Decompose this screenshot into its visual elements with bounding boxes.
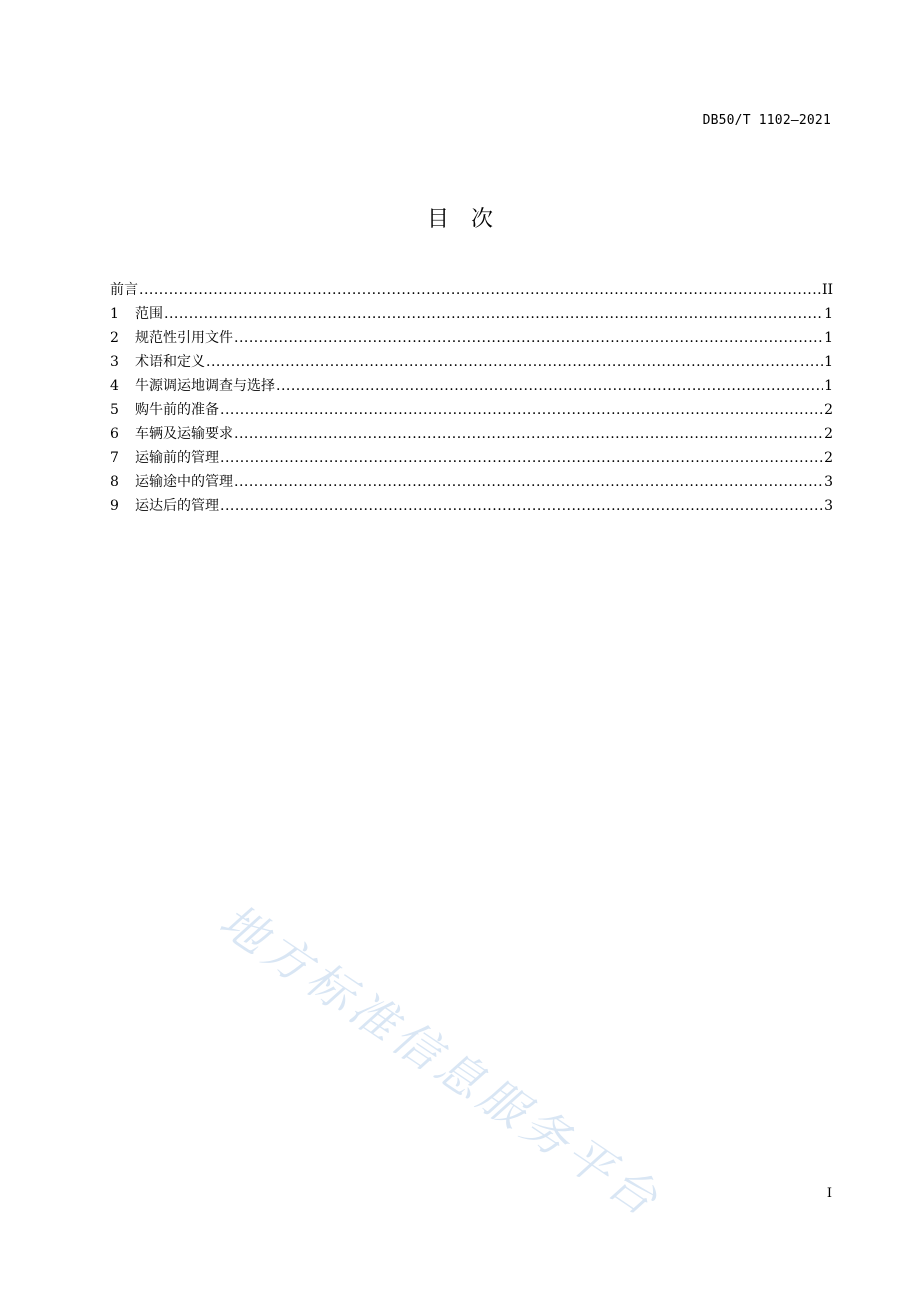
toc-entry-label: 前言: [110, 282, 138, 298]
toc-entry-page: 3: [824, 498, 833, 514]
toc-entry-page: 2: [824, 450, 833, 466]
toc-entry-label: 范围: [135, 306, 163, 322]
toc-entry-page: 1: [824, 330, 833, 346]
toc-entry-1[interactable]: [110, 302, 833, 326]
toc-entry-page: 1: [824, 354, 833, 370]
toc-entry-3[interactable]: [110, 350, 833, 374]
toc-entry-label: 运达后的管理: [135, 498, 219, 514]
table-of-contents: [110, 278, 833, 518]
toc-entry-label: 术语和定义: [135, 354, 205, 370]
toc-entry-label: 车辆及运输要求: [135, 426, 233, 442]
document-code: DB50/T 1102—2021: [702, 113, 831, 128]
toc-entry-page: 1: [824, 306, 833, 322]
toc-entry-label: 运输途中的管理: [135, 474, 233, 490]
toc-title: 目次: [426, 207, 515, 232]
toc-entry-page: 3: [824, 474, 833, 490]
toc-entry-9[interactable]: [110, 494, 833, 518]
toc-entry-5[interactable]: [110, 398, 833, 422]
toc-entry-2[interactable]: [110, 326, 833, 350]
toc-entry-4[interactable]: [110, 374, 833, 398]
toc-entry-8[interactable]: [110, 470, 833, 494]
toc-entry-number: 4: [110, 378, 119, 394]
toc-entry-label: 规范性引用文件: [135, 330, 233, 346]
toc-entry-number: 8: [110, 474, 119, 490]
toc-entry-foreword[interactable]: [110, 278, 833, 302]
toc-leader-dots: [220, 398, 823, 422]
toc-entry-page: 2: [824, 402, 833, 418]
toc-entry-label: 牛源调运地调查与选择: [135, 378, 275, 394]
toc-entry-number: 7: [110, 450, 119, 466]
toc-entry-page: II: [821, 282, 833, 298]
toc-leader-dots: [276, 374, 823, 398]
toc-entry-label: 运输前的管理: [135, 450, 219, 466]
toc-entry-number: 5: [110, 402, 119, 418]
toc-leader-dots: [234, 422, 823, 446]
toc-leader-dots: [206, 350, 823, 374]
watermark: 地方标准信息服务平台: [210, 893, 672, 1229]
toc-entry-number: 2: [110, 330, 119, 346]
toc-entry-number: 6: [110, 426, 119, 442]
toc-entry-number: 1: [110, 306, 119, 322]
toc-leader-dots: [164, 302, 823, 326]
toc-entry-label: 购牛前的准备: [135, 402, 219, 418]
page-number: I: [826, 1186, 832, 1201]
toc-entry-page: 2: [824, 426, 833, 442]
toc-entry-number: 3: [110, 354, 119, 370]
toc-entry-7[interactable]: [110, 446, 833, 470]
toc-leader-dots: [234, 326, 823, 350]
toc-leader-dots: [220, 446, 823, 470]
toc-leader-dots: [234, 470, 823, 494]
toc-entry-number: 9: [110, 498, 119, 514]
toc-leader-dots: [139, 278, 821, 302]
toc-entry-page: 1: [824, 378, 833, 394]
toc-entry-6[interactable]: [110, 422, 833, 446]
toc-leader-dots: [220, 494, 823, 518]
